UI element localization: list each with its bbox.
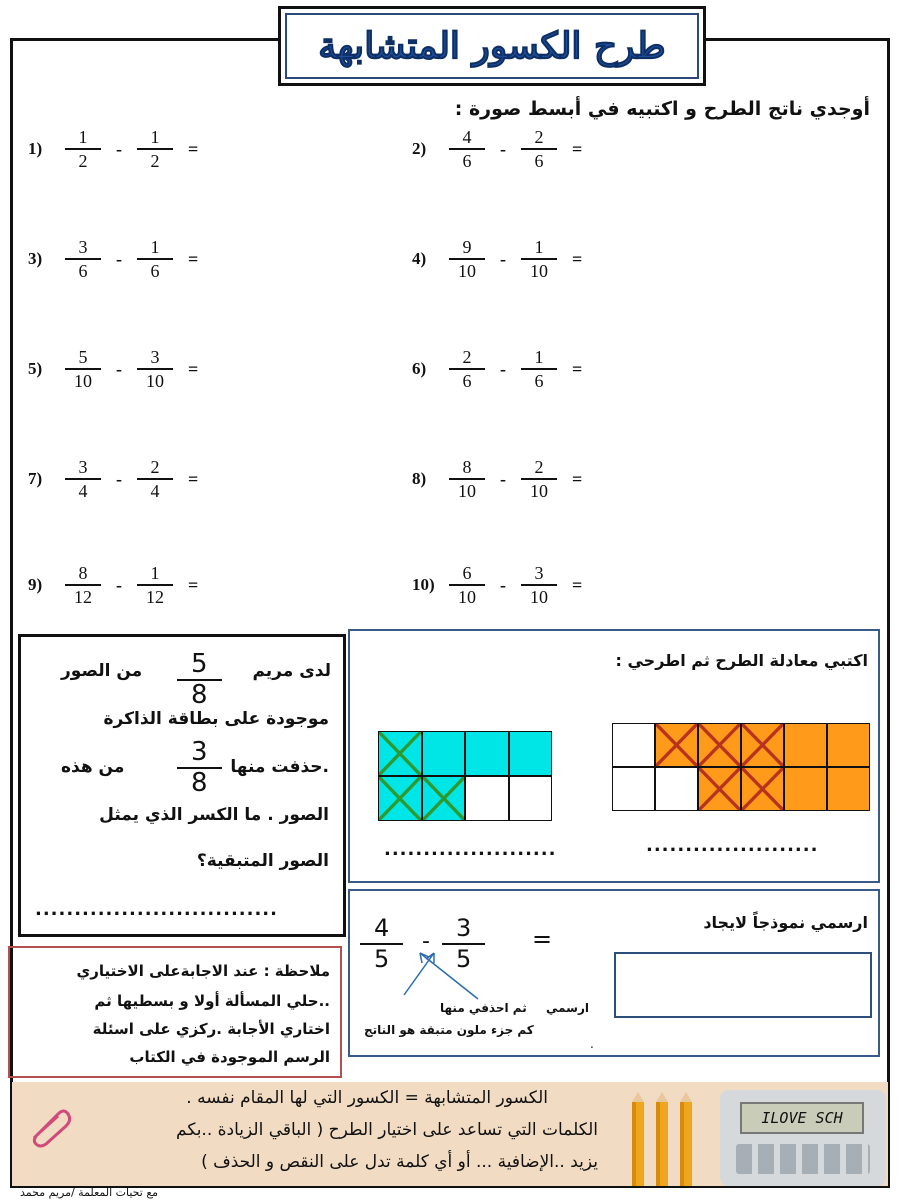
summary-line3: يزيد ..الإضافية ... أو أي كلمة تدل على النقص و الحذف ) [201,1152,598,1172]
numerator: 1 [137,236,173,260]
denominator: 2 [78,151,88,171]
minus-sign: - [116,248,122,269]
denominator: 6 [534,371,544,391]
equals-sign: = [572,248,583,269]
hint-word-draw: ارسمي [546,1001,590,1015]
numerator: 6 [449,562,485,586]
summary-line1: الكسور المتشابهة = الكسور التي لها المقام نفسه . [186,1088,548,1108]
denominator: 10 [458,261,476,281]
problem-7 [28,456,206,502]
model-grid-cyan [378,731,552,821]
fraction-b [136,562,174,608]
equals-sign: = [188,358,199,379]
grid-cell [827,767,870,811]
minus-sign: - [500,468,506,489]
fraction-b [136,126,174,172]
note-line3: اختاري الأجابة .ركزي على اسئلة [92,1020,330,1038]
fraction-b [136,346,174,392]
problem-3 [28,236,206,282]
title-box [278,6,706,86]
answer-line-left[interactable]: ...................... [384,839,557,860]
fraction-b [520,562,558,608]
fraction-a [448,236,486,282]
minus-sign: - [500,248,506,269]
minus-sign: - [116,574,122,595]
equals-sign: = [188,574,199,595]
fraction-b [520,456,558,502]
numerator: 3 [65,456,101,480]
grid-cell [741,767,784,811]
numerator: 3 [65,236,101,260]
fraction-b [136,236,174,282]
problem-5 [28,346,206,392]
wp-line4: الصور . ما الكسر الذي يمثل [99,805,329,825]
summary-line2: الكلمات التي تساعد على اختيار الطرح ( الباقي الزيادة ..بكم [176,1120,598,1140]
wp-line3-a: .حذفت منها [230,757,329,777]
denominator: 10 [146,371,164,391]
numerator: 2 [521,126,557,150]
numerator: 3 [137,346,173,370]
numerator: 9 [449,236,485,260]
problem-6 [412,346,590,392]
minus-sign: - [500,138,506,159]
denominator: 10 [74,371,92,391]
denominator: 6 [462,151,472,171]
grid-cell [612,767,655,811]
grid-cell [741,723,784,767]
equals-sign: = [572,358,583,379]
denominator: 12 [74,587,92,607]
problem-number: 10) [412,575,435,594]
calculator-display: ILOVE SCH [740,1102,864,1134]
numerator: 8 [449,456,485,480]
numerator: 2 [137,456,173,480]
numerator: 1 [521,236,557,260]
fraction-a [64,236,102,282]
grid-cell [698,723,741,767]
numerator: 1 [65,126,101,150]
note-line2: ..حلي المسألة أولا و بسطيها ثم [94,992,330,1010]
equals-sign: = [572,138,583,159]
problem-number: 5) [28,359,43,378]
model-answer-box[interactable] [614,952,872,1018]
pencils-icon [602,1092,722,1186]
wp-answer-line[interactable]: ............................... [35,899,278,920]
grid-cell [465,776,509,821]
problem-number: 3) [28,249,43,268]
hint-line-result: كم جزء ملون متبقة هو الناتج [364,1023,534,1037]
denominator: 6 [462,371,472,391]
grid-cell [698,767,741,811]
denominator: 2 [150,151,160,171]
paperclip-icon [28,1104,72,1148]
grid-cell [378,731,422,776]
denominator: 6 [534,151,544,171]
grid-cell [784,767,827,811]
minus-sign: - [116,358,122,379]
problem-number: 2) [412,139,427,158]
fraction-a [448,346,486,392]
grid-cell [612,723,655,767]
model-task-heading: ارسمي نموذجاً لايجاد [703,913,868,932]
problem-9 [28,562,206,608]
answer-line-right[interactable]: ...................... [646,835,819,856]
wp-line3-b: من هذه [61,757,125,777]
problem-2 [412,126,590,172]
denominator: 10 [530,481,548,501]
problem-10 [412,562,590,608]
grid-cell [655,767,698,811]
numerator: 2 [449,346,485,370]
grid-cell [827,723,870,767]
fraction-a [448,126,486,172]
problem-number: 4) [412,249,427,268]
denominator: 4 [78,481,88,501]
problem-4 [412,236,590,282]
wp-line1-a: لدى مريم [252,661,331,681]
grid-cell [784,723,827,767]
equals-sign: = [188,468,199,489]
equals-sign: = [572,574,583,595]
wp-fraction-1: $\frac{5}{8}$ [177,649,222,709]
denominator: 6 [150,261,160,281]
grid-cell [422,776,466,821]
fraction-b [520,346,558,392]
wp-fraction-2: $\frac{3}{8}$ [177,737,222,797]
minus-sign: - [116,468,122,489]
denominator: 10 [530,587,548,607]
denominator: 12 [146,587,164,607]
fraction-a [64,126,102,172]
calculator-icon [720,1090,886,1186]
fraction-a [64,346,102,392]
fraction-a [448,456,486,502]
note-line4: الرسم الموجودة في الكتاب [129,1048,330,1066]
problem-number: 9) [28,575,43,594]
numerator: 5 [65,346,101,370]
wp-line2: موجودة على بطاقة الذاكرة [103,709,329,729]
grid-cell [465,731,509,776]
numerator: 1 [137,562,173,586]
problem-number: 8) [412,469,427,488]
numerator: 2 [521,456,557,480]
fraction-a [64,456,102,502]
grid-cell [422,731,466,776]
grid-cell [655,723,698,767]
minus-sign: - [500,574,506,595]
denominator: 6 [78,261,88,281]
wp-line5: الصور المتبقية؟ [196,851,329,871]
numerator: 4 [449,126,485,150]
minus-sign: - [500,358,506,379]
problem-number: 7) [28,469,43,488]
picture-task-box [348,629,880,883]
fraction-a [448,562,486,608]
model-fraction-a: $\frac{4}{5}$ [360,913,403,973]
hint-dot: . [590,1037,594,1051]
equals-sign: = [572,468,583,489]
problem-8 [412,456,590,502]
numerator: 8 [65,562,101,586]
problem-1 [28,126,206,172]
numerator: 3 [521,562,557,586]
grid-cell [509,776,553,821]
summary-strip [12,1082,888,1186]
denominator: 4 [150,481,160,501]
equals-sign: = [188,138,199,159]
grid-cell [378,776,422,821]
fraction-b [136,456,174,502]
instruction: أوجدي ناتج الطرح و اكتبيه في أبسط صورة : [454,98,870,120]
wp-line1-b: من الصور [61,661,143,681]
page-title: طرح الكسور المتشابهة [318,25,666,67]
teacher-credit: مع تحيات المعلمة /مريم محمد [20,1186,159,1199]
minus-sign: - [116,138,122,159]
fraction-a [64,562,102,608]
problem-number: 1) [28,139,43,158]
model-fraction-b: $\frac{3}{5}$ [442,913,485,973]
fraction-b [520,236,558,282]
model-minus: - [422,929,430,954]
grid-cell [509,731,553,776]
picture-task-heading: اكتبي معادلة الطرح ثم اطرحي : [615,651,868,670]
note-line1: ملاحظة : عند الاجابةعلى الاختياري [76,962,330,980]
model-equals: = [532,925,553,953]
note-box [8,946,342,1078]
numerator: 1 [137,126,173,150]
denominator: 10 [458,587,476,607]
word-problem-box [18,634,346,937]
equals-sign: = [188,248,199,269]
denominator: 10 [458,481,476,501]
problem-number: 6) [412,359,427,378]
hint-word-delete: ثم احذفي منها [440,1001,527,1015]
numerator: 1 [521,346,557,370]
fraction-b [520,126,558,172]
model-grid-orange [612,723,870,811]
denominator: 10 [530,261,548,281]
